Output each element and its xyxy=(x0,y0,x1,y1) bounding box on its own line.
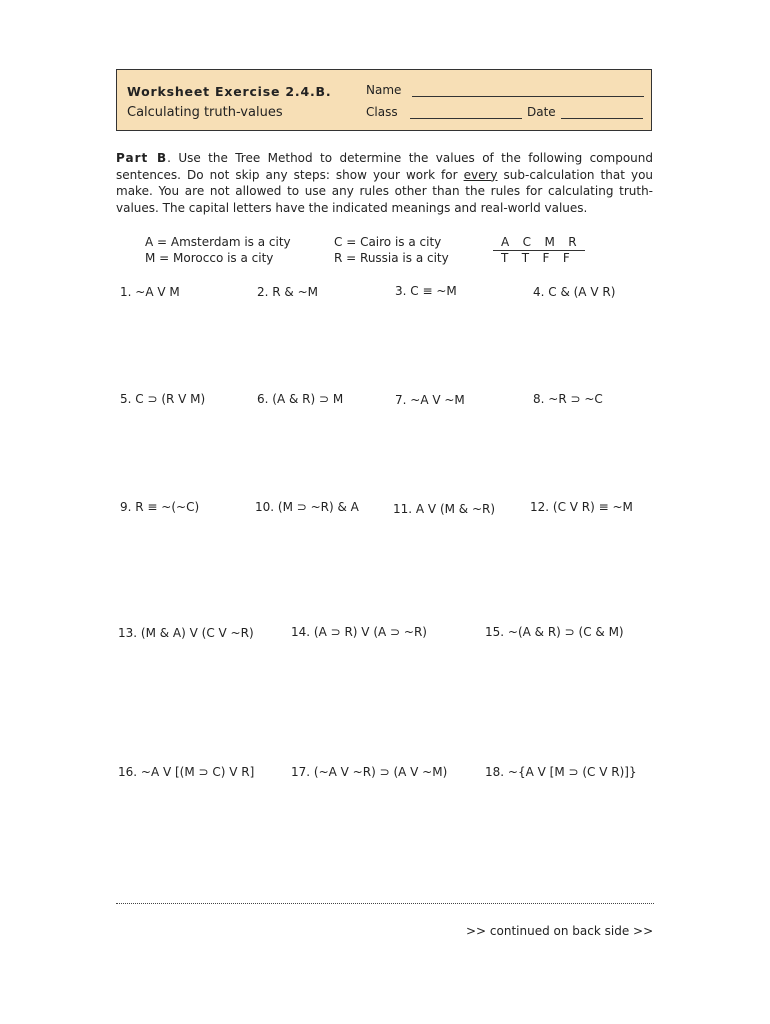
instructions-text-before: . Use the Tree Method to determine the values of the following compound sentences. Do not skip any steps: show your work for xyxy=(116,151,653,182)
date-field[interactable] xyxy=(561,118,643,119)
problem-6: 6. (A & R) ⊃ M xyxy=(257,392,344,406)
footer-divider xyxy=(116,903,654,904)
problem-5: 5. C ⊃ (R V M) xyxy=(120,392,206,406)
worksheet-subtitle: Calculating truth-values xyxy=(127,105,283,120)
problem-17: 17. (~A V ~R) ⊃ (A V ~M) xyxy=(291,765,448,779)
problem-11: 11. A V (M & ~R) xyxy=(393,502,496,516)
name-label: Name xyxy=(366,83,402,97)
continued-note: >> continued on back side >> xyxy=(466,924,654,938)
problem-15: 15. ~(A & R) ⊃ (C & M) xyxy=(485,625,624,639)
date-label: Date xyxy=(527,105,556,119)
problem-1: 1. ~A V M xyxy=(120,285,180,299)
problem-4: 4. C & (A V R) xyxy=(533,285,616,299)
truth-values-header: A C M R xyxy=(493,235,585,251)
instructions-text-after: sub-calculation that you make. You are not allowed to use any rules other than the rules for calculating truth-values. The capital letters have the indicated meanings and real-world values. xyxy=(116,167,654,215)
class-field[interactable] xyxy=(410,118,522,119)
problem-9: 9. R ≡ ~(~C) xyxy=(120,500,200,514)
name-field[interactable] xyxy=(412,96,644,97)
legend-r: R = Russia is a city xyxy=(334,251,449,265)
problem-3: 3. C ≡ ~M xyxy=(395,284,457,298)
class-label: Class xyxy=(366,105,398,119)
problem-14: 14. (A ⊃ R) V (A ⊃ ~R) xyxy=(291,625,427,639)
legend-m: M = Morocco is a city xyxy=(145,251,274,265)
problem-12: 12. (C V R) ≡ ~M xyxy=(530,500,633,514)
problem-7: 7. ~A V ~M xyxy=(395,393,465,407)
problem-13: 13. (M & A) V (C V ~R) xyxy=(118,626,254,640)
instructions-emphasis: every xyxy=(463,167,498,182)
problem-2: 2. R & ~M xyxy=(257,285,318,299)
truth-values-row: T T F F xyxy=(501,251,571,265)
part-label: Part B xyxy=(116,151,168,165)
problem-8: 8. ~R ⊃ ~C xyxy=(533,392,603,406)
worksheet-title: Worksheet Exercise 2.4.B. xyxy=(127,84,332,99)
worksheet-header xyxy=(116,69,652,131)
problem-10: 10. (M ⊃ ~R) & A xyxy=(255,500,359,514)
legend-c: C = Cairo is a city xyxy=(334,235,442,249)
problem-16: 16. ~A V [(M ⊃ C) V R] xyxy=(118,765,255,779)
instructions xyxy=(116,150,653,216)
problem-18: 18. ~{A V [M ⊃ (C V R)]} xyxy=(485,765,637,779)
legend-a: A = Amsterdam is a city xyxy=(145,235,291,249)
